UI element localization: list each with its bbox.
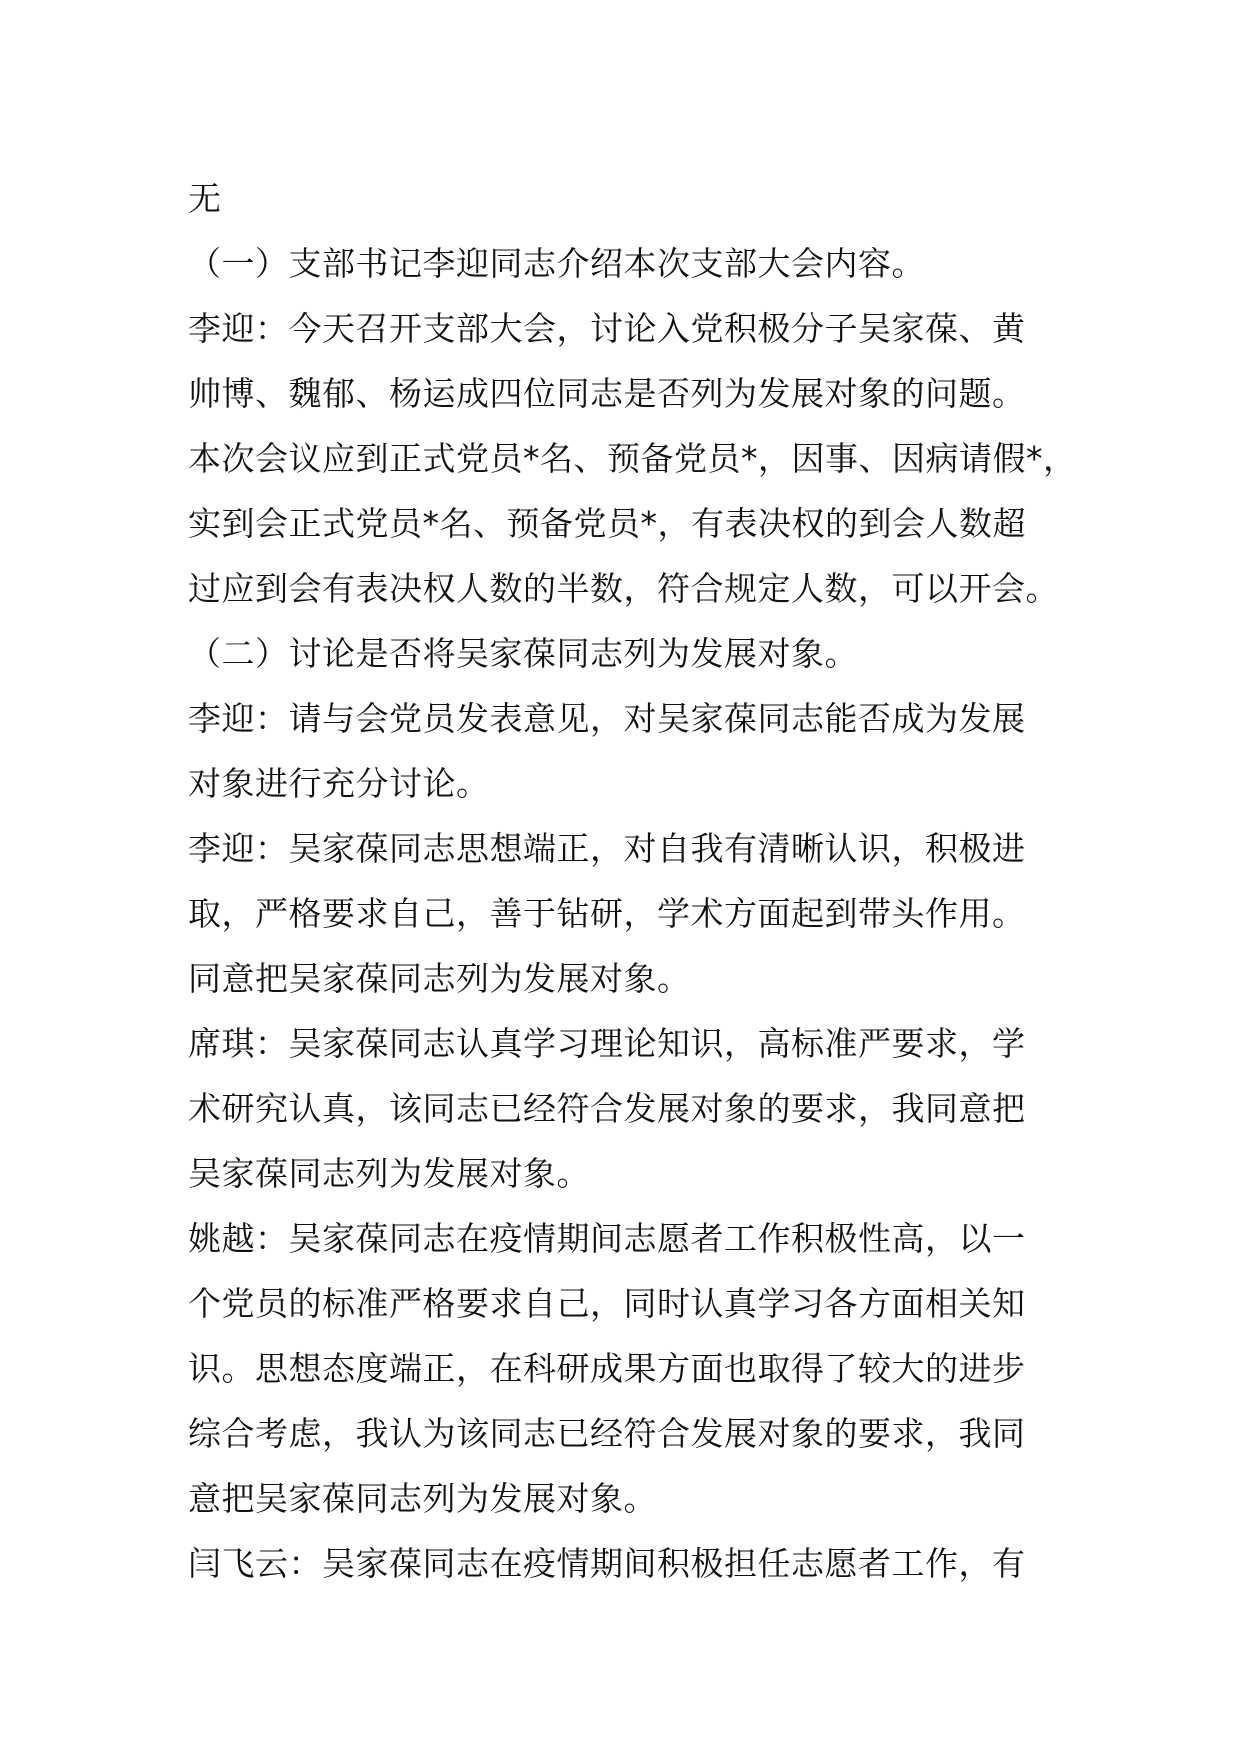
text-line: 李迎：请与会党员发表意见，对吴家葆同志能否成为发展 <box>188 699 1026 738</box>
text-line: 同意把吴家葆同志列为发展对象。 <box>188 959 691 998</box>
document-body <box>188 166 1077 1596</box>
text-line: 无 <box>188 179 222 218</box>
text-line: （二）讨论是否将吴家葆同志列为发展对象。 <box>188 634 858 673</box>
text-line: 吴家葆同志列为发展对象。 <box>188 1154 590 1193</box>
text-line: 席琪：吴家葆同志认真学习理论知识，高标准严要求，学 <box>188 1024 1026 1063</box>
text-line: 术研究认真，该同志已经符合发展对象的要求，我同意把 <box>188 1089 1026 1128</box>
text-line: 取，严格要求自己，善于钻研，学术方面起到带头作用。 <box>188 894 1026 933</box>
text-line: 姚越：吴家葆同志在疫情期间志愿者工作积极性高，以一 <box>188 1219 1026 1258</box>
text-line: 综合考虑，我认为该同志已经符合发展对象的要求，我同 <box>188 1414 1026 1453</box>
text-line: 意把吴家葆同志列为发展对象。 <box>188 1479 657 1518</box>
text-line: 对象进行充分讨论。 <box>188 764 490 803</box>
text-line: 李迎：吴家葆同志思想端正，对自我有清晰认识，积极进 <box>188 829 1026 868</box>
text-line: （一）支部书记李迎同志介绍本次支部大会内容。 <box>188 244 925 283</box>
text-line: 个党员的标准严格要求自己，同时认真学习各方面相关知 <box>188 1284 1026 1323</box>
text-line: 闫飞云：吴家葆同志在疫情期间积极担任志愿者工作，有 <box>188 1544 1026 1583</box>
text-line: 实到会正式党员*名、预备党员*，有表决权的到会人数超 <box>188 504 1026 543</box>
text-line: 帅博、魏郁、杨运成四位同志是否列为发展对象的问题。 <box>188 374 1026 413</box>
text-line: 本次会议应到正式党员*名、预备党员*，因事、因病请假*， <box>188 439 1077 478</box>
text-line: 李迎：今天召开支部大会，讨论入党积极分子吴家葆、黄 <box>188 309 1026 348</box>
text-line: 过应到会有表决权人数的半数，符合规定人数，可以开会。 <box>188 569 1059 608</box>
text-line: 识。思想态度端正，在科研成果方面也取得了较大的进步 <box>188 1349 1026 1388</box>
